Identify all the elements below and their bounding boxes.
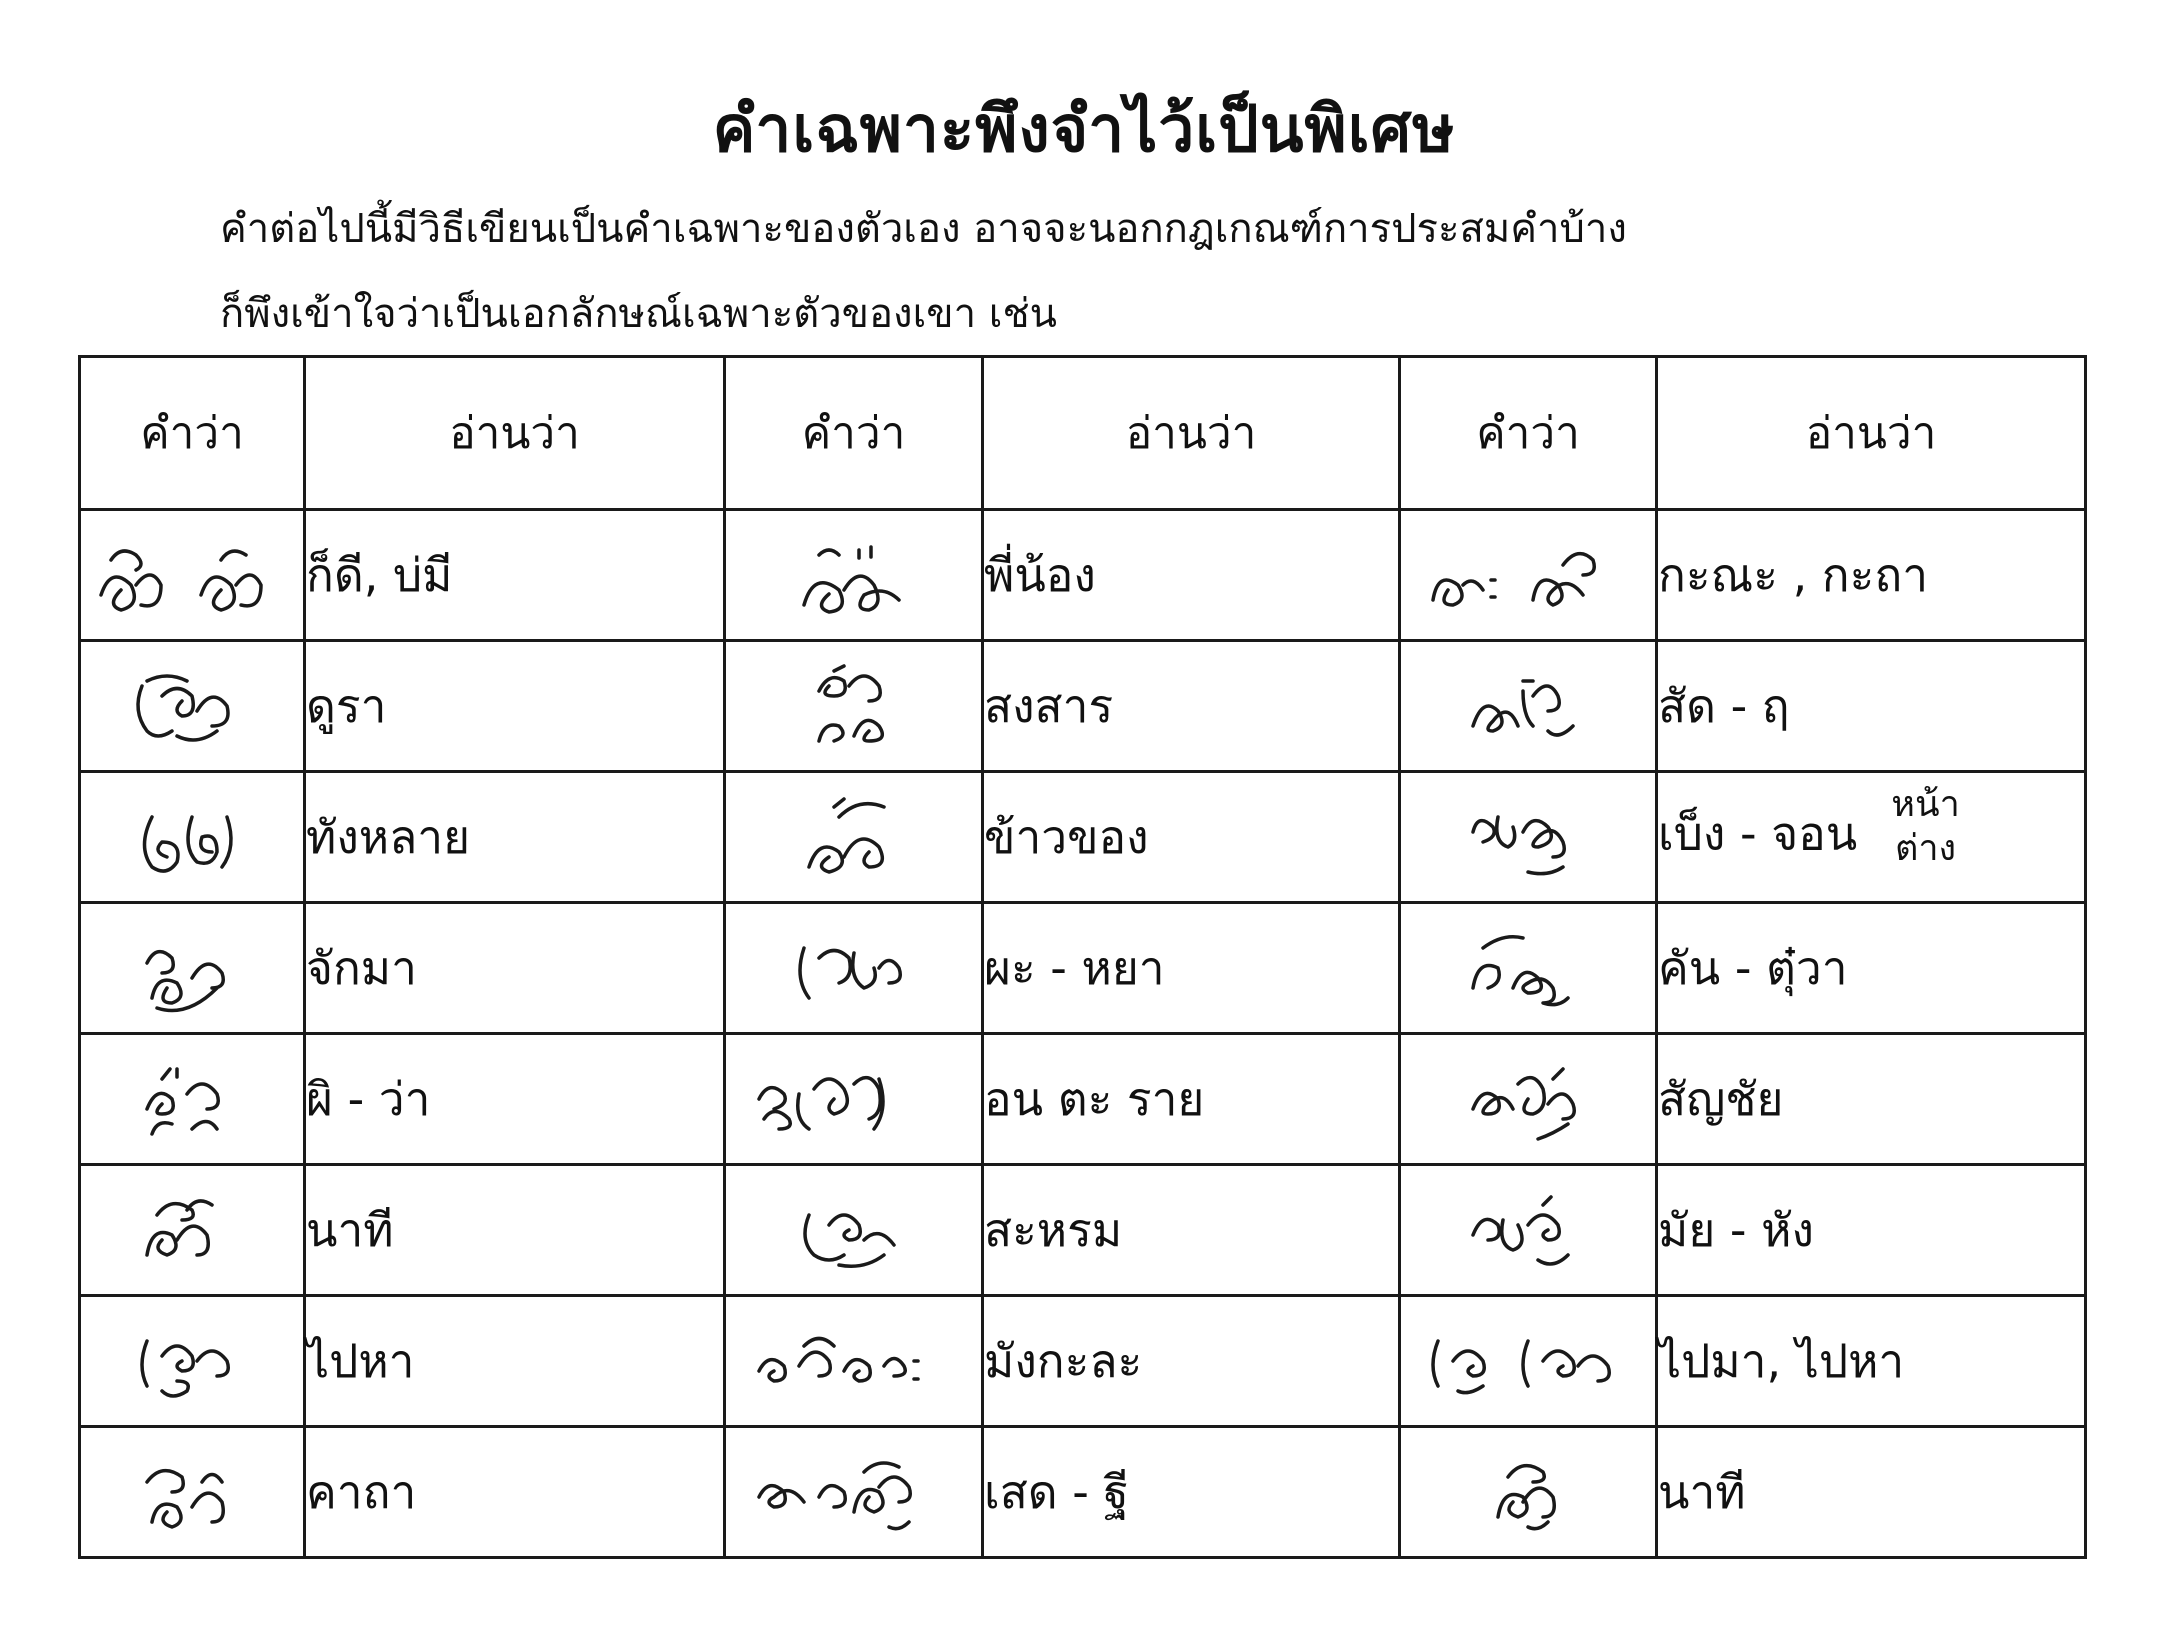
reading-text: เบ็ง - จอน	[1658, 806, 1858, 861]
script-word-cell	[1400, 903, 1657, 1034]
script-word-cell	[725, 641, 983, 772]
annotation-line-1: หน้า	[1891, 784, 1960, 825]
reading-cell: ไปหา	[305, 1296, 725, 1427]
reading-cell: สัด - ฤ	[1657, 641, 2086, 772]
table-row	[80, 1296, 2086, 1427]
reading-cell: ไปมา, ไปหา	[1657, 1296, 2086, 1427]
script-word-cell	[1400, 1296, 1657, 1427]
page-title: คำเฉพาะพึงจำไว้เป็นพิเศษ	[712, 93, 1456, 167]
script-word-glyph	[117, 918, 267, 1018]
script-word-glyph	[117, 656, 267, 756]
script-word-glyph	[117, 1442, 267, 1542]
script-word-glyph	[779, 1180, 929, 1280]
reading-cell	[1657, 772, 2086, 903]
header-reading: อ่านว่า	[305, 357, 725, 510]
reading-cell: ข้าวของ	[983, 772, 1400, 903]
table-row	[80, 1034, 2086, 1165]
script-word-cell	[1400, 1034, 1657, 1165]
script-word-glyph	[779, 918, 929, 1018]
reading-cell: เสด - ฐี	[983, 1427, 1400, 1558]
reading-cell: นาที	[1657, 1427, 2086, 1558]
table-row	[80, 772, 2086, 903]
script-word-glyph	[779, 656, 929, 756]
reading-cell: ทังหลาย	[305, 772, 725, 903]
table-row	[80, 510, 2086, 641]
header-word: คำว่า	[725, 357, 983, 510]
script-word-glyph	[1453, 787, 1603, 887]
script-word-cell	[80, 510, 305, 641]
table-row	[80, 1427, 2086, 1558]
reading-cell: ดูรา	[305, 641, 725, 772]
reading-cell: ก็ดี, บ่มี	[305, 510, 725, 641]
script-word-glyph	[739, 1442, 969, 1542]
reading-cell: ผิ - ว่า	[305, 1034, 725, 1165]
script-word-cell	[80, 1165, 305, 1296]
script-word-glyph	[1413, 525, 1643, 625]
script-word-cell	[1400, 1165, 1657, 1296]
script-word-cell	[725, 1427, 983, 1558]
reading-cell: พี่น้อง	[983, 510, 1400, 641]
script-word-cell	[80, 1296, 305, 1427]
table-row	[80, 641, 2086, 772]
script-word-glyph	[117, 1311, 267, 1411]
script-word-glyph	[779, 525, 929, 625]
reading-cell: ผะ - หยา	[983, 903, 1400, 1034]
reading-cell: อน ตะ ราย	[983, 1034, 1400, 1165]
reading-cell: สงสาร	[983, 641, 1400, 772]
script-word-cell	[1400, 1427, 1657, 1558]
script-word-cell	[725, 1296, 983, 1427]
script-word-cell	[725, 1165, 983, 1296]
script-word-cell	[725, 1034, 983, 1165]
script-word-glyph	[1453, 918, 1603, 1018]
script-word-cell	[1400, 510, 1657, 641]
script-word-glyph	[1453, 1180, 1603, 1280]
reading-cell: สัญชัย	[1657, 1034, 2086, 1165]
header-row	[80, 357, 2086, 510]
script-word-glyph	[81, 525, 311, 625]
script-word-cell	[80, 772, 305, 903]
annotation-line-2: ต่าง	[1894, 828, 1957, 869]
header-word: คำว่า	[1400, 357, 1657, 510]
script-word-glyph	[117, 787, 267, 887]
script-word-glyph	[117, 1180, 267, 1280]
reading-cell: นาที	[305, 1165, 725, 1296]
reading-annotation	[1891, 783, 1960, 871]
script-word-cell	[725, 510, 983, 641]
reading-cell: มังกะละ	[983, 1296, 1400, 1427]
script-word-glyph	[1453, 656, 1603, 756]
script-word-glyph	[739, 1049, 969, 1149]
reading-cell: จักมา	[305, 903, 725, 1034]
script-word-glyph	[1453, 1442, 1603, 1542]
script-word-glyph	[739, 1311, 969, 1411]
header-word: คำว่า	[80, 357, 305, 510]
script-word-glyph	[117, 1049, 267, 1149]
word-table	[78, 355, 2087, 1559]
reading-cell: มัย - หัง	[1657, 1165, 2086, 1296]
intro-line-2: ก็พึงเข้าใจว่าเป็นเอกลักษณ์เฉพาะตัวของเขา เช่น	[220, 291, 1057, 337]
reading-cell: สะหรม	[983, 1165, 1400, 1296]
script-word-cell	[80, 641, 305, 772]
header-reading: อ่านว่า	[983, 357, 1400, 510]
intro-line-1: คำต่อไปนี้มีวิธีเขียนเป็นคำเฉพาะของตัวเอง อาจจะนอกกฎเกณฑ์การประสมคำบ้าง	[220, 206, 1627, 252]
reading-cell: คาถา	[305, 1427, 725, 1558]
table-row	[80, 903, 2086, 1034]
reading-cell: กะณะ , กะถา	[1657, 510, 2086, 641]
script-word-cell	[80, 903, 305, 1034]
script-word-cell	[1400, 772, 1657, 903]
script-word-glyph	[779, 787, 929, 887]
script-word-glyph	[1413, 1311, 1643, 1411]
script-word-cell	[725, 903, 983, 1034]
script-word-cell	[80, 1427, 305, 1558]
header-reading: อ่านว่า	[1657, 357, 2086, 510]
table-row	[80, 1165, 2086, 1296]
script-word-cell	[80, 1034, 305, 1165]
script-word-glyph	[1453, 1049, 1603, 1149]
script-word-cell	[1400, 641, 1657, 772]
script-word-cell	[725, 772, 983, 903]
reading-cell: คัน - ตุ๋วา	[1657, 903, 2086, 1034]
